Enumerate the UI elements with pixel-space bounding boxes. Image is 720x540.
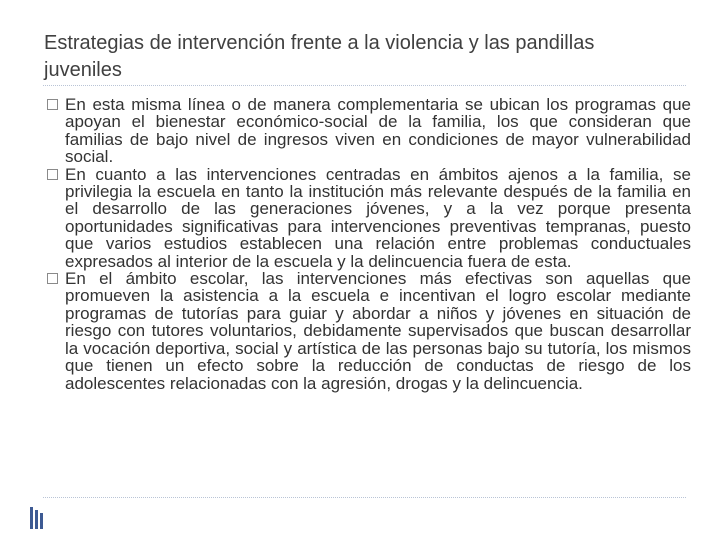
title-divider	[43, 85, 686, 86]
hollow-square-bullet-icon	[47, 169, 58, 180]
bullet-text: En esta misma línea o de manera complementaria se ubican los programas que apoyan el bienestar económico-social de la familia, los que consideran que familias de bajo nivel de ingresos viven en condiciones de mayor vulnerabilidad social.	[65, 95, 691, 167]
bullet-item	[46, 166, 691, 270]
hollow-square-bullet-icon	[47, 99, 58, 110]
bullet-list	[46, 96, 691, 392]
hollow-square-bullet-icon	[47, 273, 58, 284]
bottom-divider	[43, 497, 686, 498]
bullet-text: En cuanto a las intervenciones centradas en ámbitos ajenos a la familia, se privilegia la escuela en tanto la institución más relevante después de la familia en el desarrollo de las generaciones jóvenes, y a la vez porque presenta oportunidades significativas para intervenciones preventivas tempranas, puesto que varios estudios establecen una relación entre problemas conductuales expresados al interior de la escuela y la delincuencia fuera de esta.	[65, 164, 691, 271]
bullet-item	[46, 270, 691, 392]
bullet-item	[46, 96, 691, 166]
bullet-text: En el ámbito escolar, las intervenciones más efectivas son aquellas que promueven la asistencia a la escuela e incentivan el logro escolar mediante programas de tutorías para guiar y abordar a niños y jóvenes en situación de riesgo con tutores voluntarios, debidamente supervisados que buscan desarrollar la vocación deportiva, social y artística de las personas bajo su tutoría, los mismos que tienen un efecto sobre la reducción de conductas de riesgo de los adolescentes relacionadas con la agresión, drogas y la delincuencia.	[65, 269, 691, 393]
triple-bar-decoration-icon	[30, 507, 46, 529]
slide-title: Estrategias de intervención frente a la violencia y las pandillas juveniles	[44, 32, 595, 81]
